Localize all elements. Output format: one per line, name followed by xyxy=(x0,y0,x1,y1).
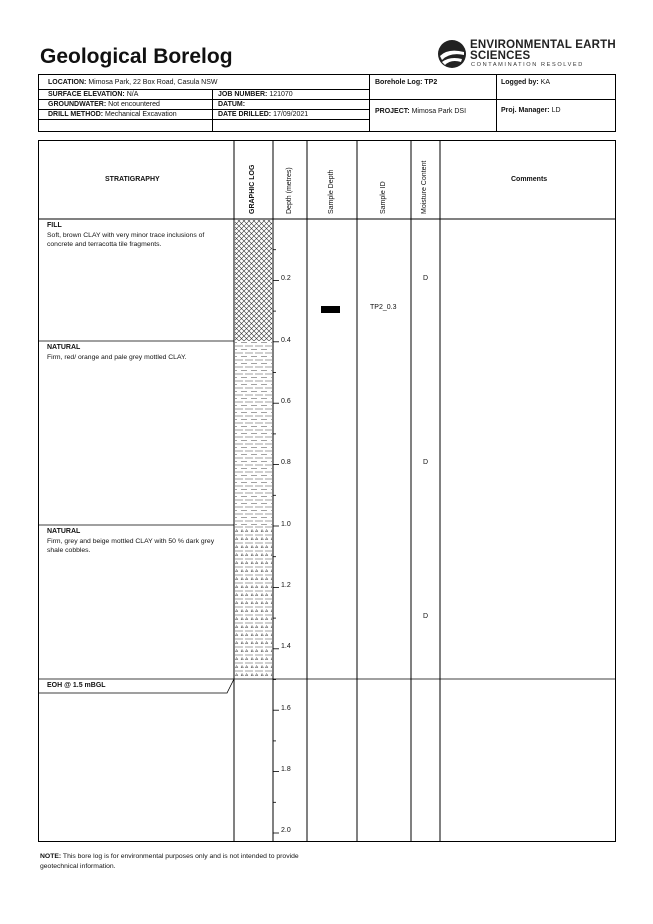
depth-label: 0.4 xyxy=(281,337,291,344)
cobble-pattern xyxy=(235,525,272,679)
depth-label: 1.8 xyxy=(281,766,291,773)
surface-elevation-field: SURFACE ELEVATION: N/A xyxy=(48,91,139,98)
sample-depth-marker xyxy=(321,306,340,313)
col-comments: Comments xyxy=(511,176,548,183)
layer-description: Firm, grey and beige mottled CLAY with 50 % dark grey shale cobbles. xyxy=(47,538,215,554)
moisture-value: D xyxy=(423,459,429,466)
depth-label: 0.8 xyxy=(281,459,291,466)
company-logo-icon xyxy=(436,38,468,70)
logged-by-field: Logged by: KA xyxy=(501,79,551,86)
company-name: ENVIRONMENTAL EARTH SCIENCES xyxy=(470,39,616,62)
project-field: PROJECT: Mimosa Park DSI xyxy=(375,108,467,115)
drill-method-field: DRILL METHOD: Mechanical Excavation xyxy=(48,111,177,118)
project-manager-field: Proj. Manager: LD xyxy=(501,107,561,114)
depth-label: 2.0 xyxy=(281,827,291,834)
datum-field: DATUM: xyxy=(218,101,246,108)
groundwater-field: GROUNDWATER: Not encountered xyxy=(48,101,160,108)
col-stratigraphy: STRATIGRAPHY xyxy=(105,176,160,183)
fill-hatch-pattern xyxy=(235,220,272,341)
borehole-log-field: Borehole Log: TP2 xyxy=(375,79,438,86)
col-depth: Depth (metres) xyxy=(286,167,293,214)
borelog-table xyxy=(38,140,616,842)
layer-title: NATURAL xyxy=(47,344,81,351)
col-sample-depth: Sample Depth xyxy=(328,169,335,214)
eoh-label: EOH @ 1.5 mBGL xyxy=(47,682,106,689)
company-tagline: CONTAMINATION RESOLVED xyxy=(471,62,584,68)
moisture-value: D xyxy=(423,275,429,282)
clay-pattern xyxy=(235,341,272,525)
job-number-field: JOB NUMBER: 121070 xyxy=(218,91,293,98)
layer-title: NATURAL xyxy=(47,528,81,535)
footnote: NOTE: This bore log is for environmental purposes only and is not intended to provide geotechnical information. xyxy=(40,853,299,870)
date-drilled-field: DATE DRILLED: 17/09/2021 xyxy=(218,111,309,118)
location-field: LOCATION: Mimosa Park, 22 Box Road, Casula NSW xyxy=(48,79,218,86)
page-title: Geological Borelog xyxy=(40,45,233,68)
sample-id: TP2_0.3 xyxy=(370,304,397,311)
depth-label: 0.6 xyxy=(281,398,291,405)
depth-label: 1.2 xyxy=(281,582,291,589)
depth-label: 0.2 xyxy=(281,275,291,282)
depth-label: 1.4 xyxy=(281,643,291,650)
col-sample-id: Sample ID xyxy=(380,181,387,214)
depth-label: 1.6 xyxy=(281,705,291,712)
moisture-value: D xyxy=(423,613,429,620)
col-graphic-log: GRAPHIC LOG xyxy=(249,164,256,214)
depth-label: 1.0 xyxy=(281,521,291,528)
col-moisture: Moisture Content xyxy=(421,160,428,214)
layer-description: Soft, brown CLAY with very minor trace inclusions of concrete and terracotta tile fragments. xyxy=(47,232,205,248)
layer-description: Firm, red/ orange and pale grey mottled CLAY. xyxy=(47,354,187,361)
header-table xyxy=(38,74,616,132)
layer-title: FILL xyxy=(47,222,62,229)
